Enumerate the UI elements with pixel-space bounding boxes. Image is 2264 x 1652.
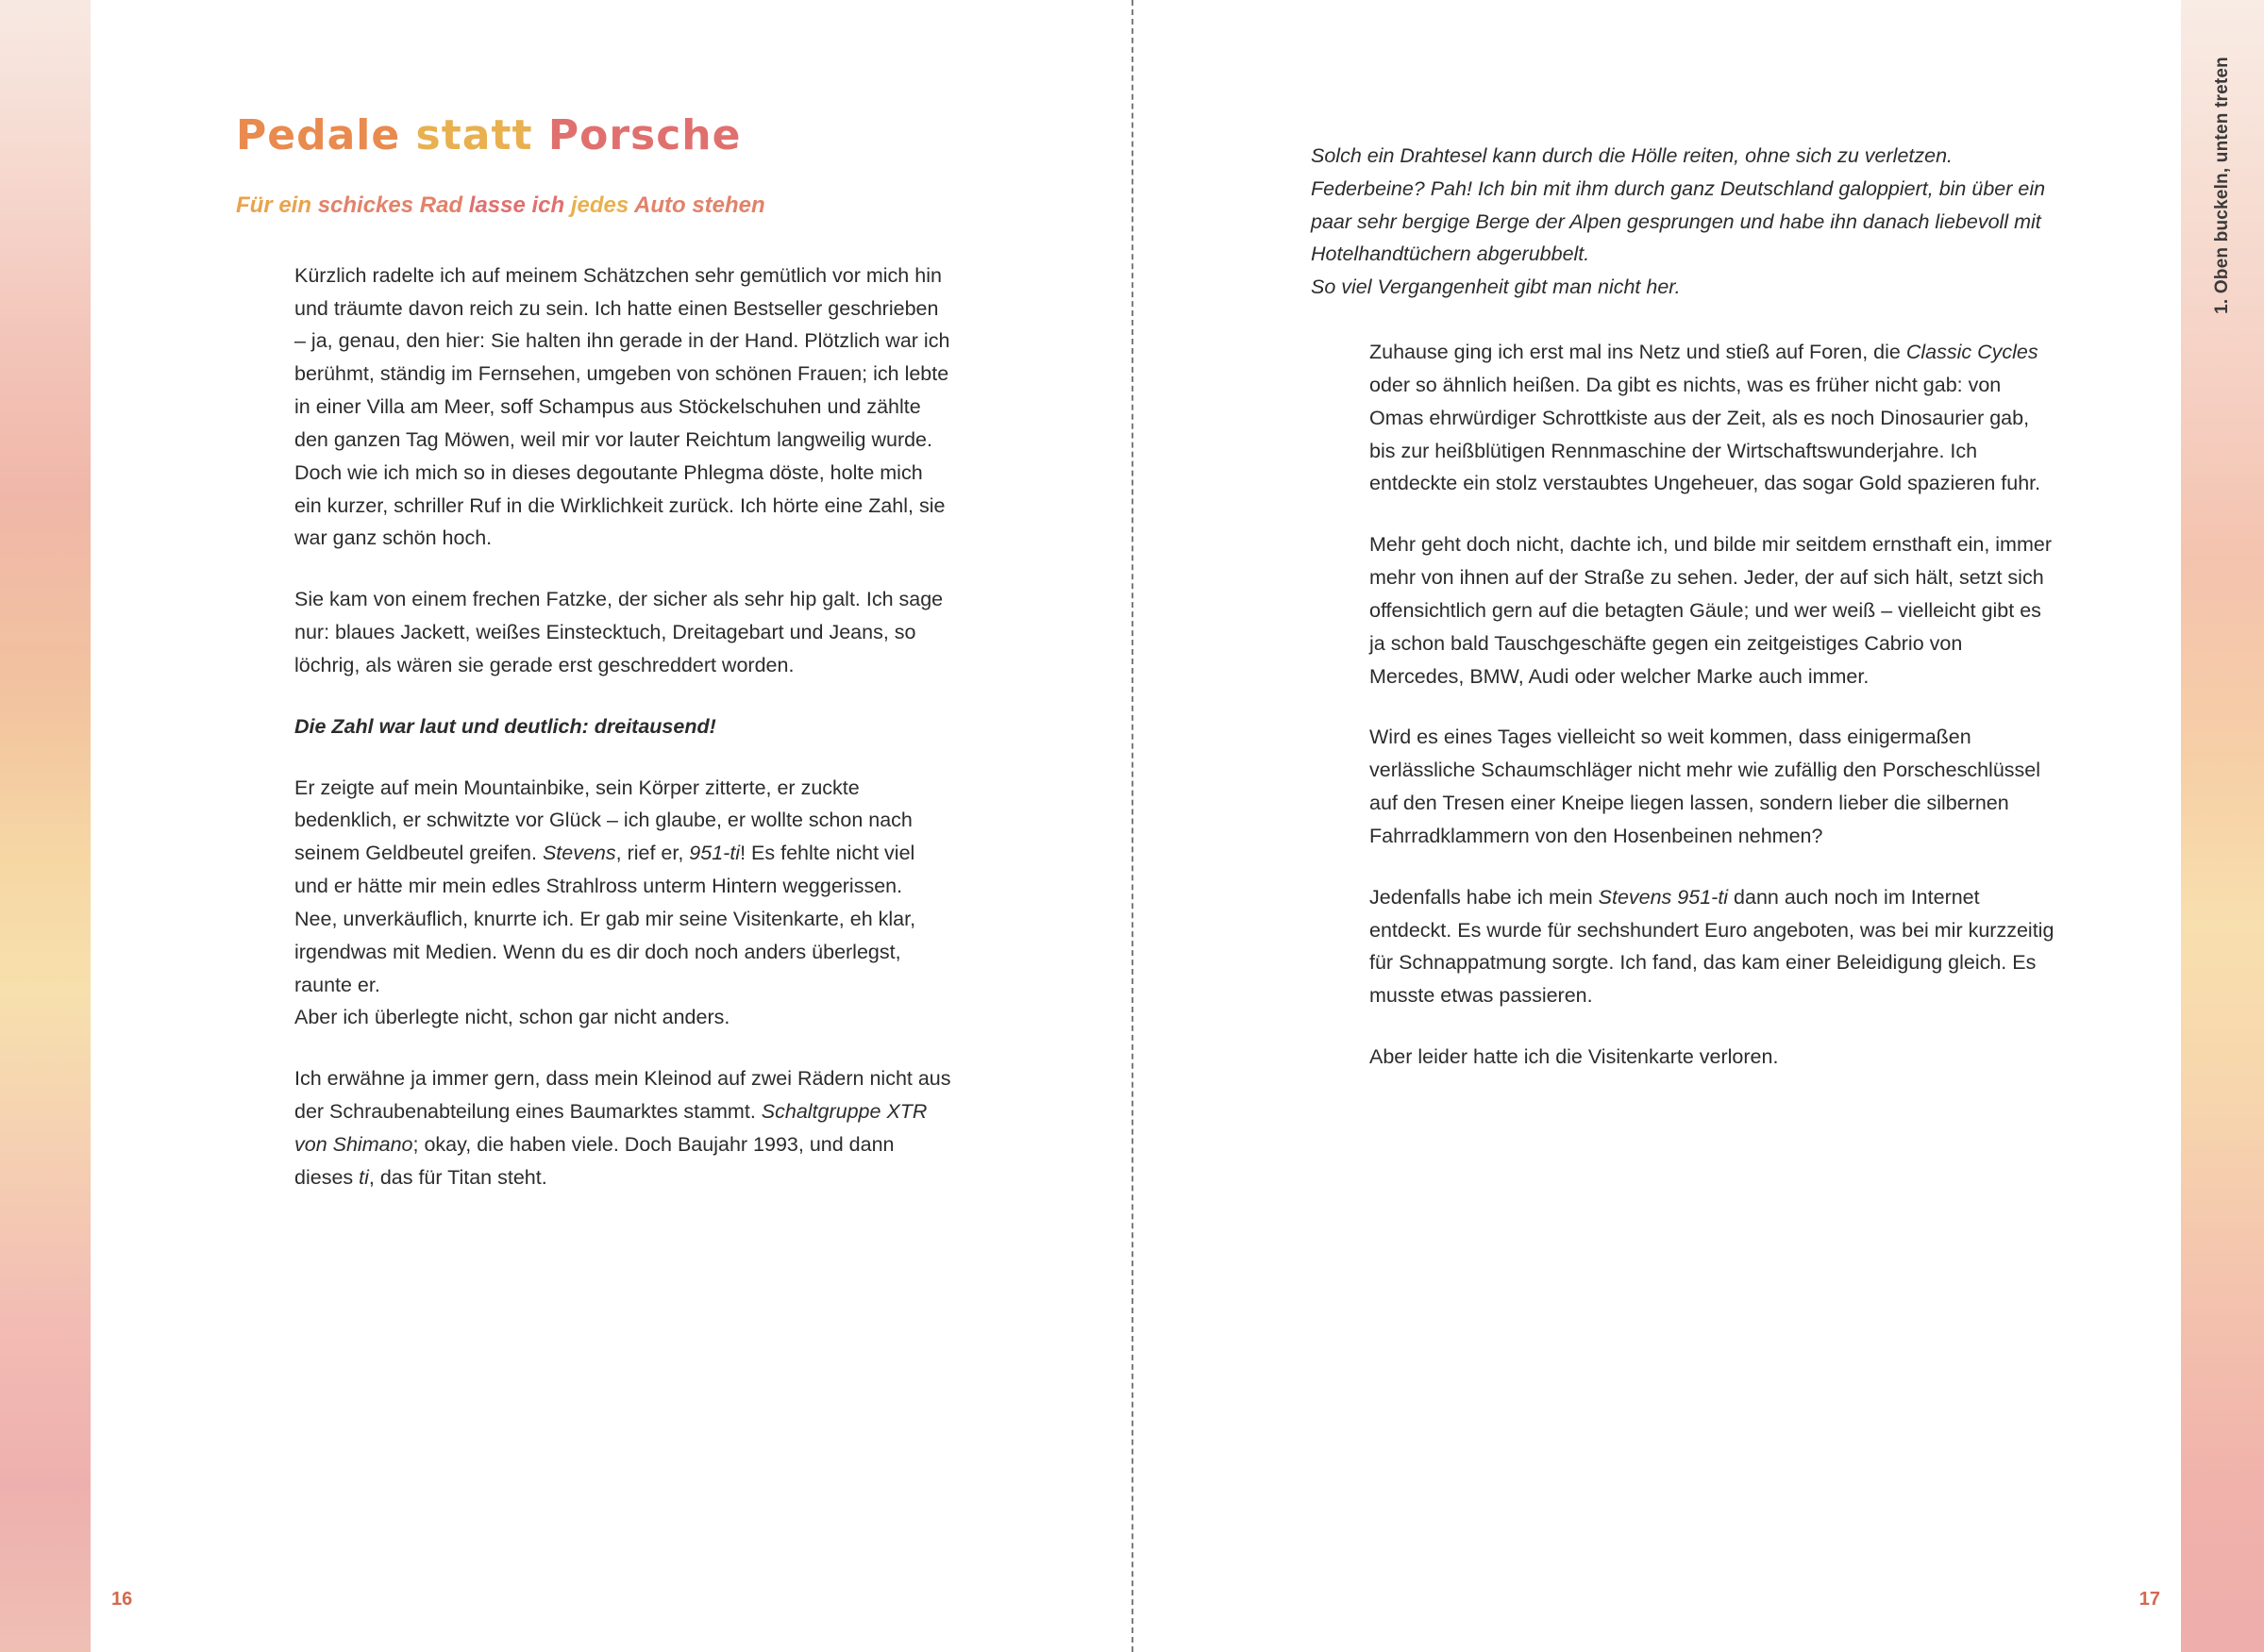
left-page-content xyxy=(236,113,953,1193)
right-page xyxy=(1133,0,2181,1652)
paragraph: Ich erwähne ja immer gern, dass mein Kleinod auf zwei Rädern nicht aus der Schraubenabteilung eines Baumarktes stammt. Schaltgruppe XTR von Shimano; okay, die haben viele. Doch Baujahr 1993, und dann dieses ti, das für Titan steht. xyxy=(294,1067,951,1189)
right-body-column xyxy=(1311,336,2056,1074)
paragraph: Jedenfalls habe ich mein Stevens 951-ti dann auch noch im Internet entdeckt. Es wurde für sechshundert Euro angeboten, was bei mir kurzzeitig für Schnappatmung sorgte. Ich fand, das kam einer Beleidigung gleich. Es musste etwas passieren. xyxy=(1369,885,2054,1008)
left-page-edge-gradient xyxy=(0,0,91,1652)
paragraph: Mehr geht doch nicht, dachte ich, und bilde mir seitdem ernsthaft ein, immer mehr von ihnen auf der Straße zu sehen. Jeder, der auf sich hält, setzt sich offensichtlich gern auf die betagten Gäule; und wer weiß – vielleicht gibt es ja schon bald Tauschgeschäfte gegen ein zeitgeistiges Cabrio von Mercedes, BMW, Audi oder welcher Marke auch immer. xyxy=(1369,533,2052,688)
paragraph-group-2 xyxy=(294,583,953,681)
running-head-label: 1. Oben buckeln, unten treten xyxy=(2212,57,2232,314)
paragraph-group-4 xyxy=(294,1062,953,1193)
paragraph: Kürzlich radelte ich auf meinem Schätzchen sehr gemütlich vor mich hin und träumte davon reich zu sein. Ich hatte einen Bestseller geschrieben – ja, genau, den hier: Sie halten ihn gerade in der Hand. Plötzlich war ich berühmt, ständig im Fernsehen, umgeben von schönen Frauen; ich lebte in einer Villa am Meer, soff Schampus aus Stöckelschuhen und zählte den ganzen Tag Möwen, weil mir vor lauter Reichtum langweilig wurde. xyxy=(294,263,950,451)
page-number-right: 17 xyxy=(2138,1589,2160,1610)
paragraph: Zuhause ging ich erst mal ins Netz und stieß auf Foren, die Classic Cycles oder so ähnlich heißen. Da gibt es nichts, was es früher nicht gab: von Omas ehrwürdiger Schrottkiste aus der Zeit, als es noch Dinosaurier gab, bis zur heißblütigen Rennmaschine der Wirtschaftswunderjahre. Ich entdeckte ein stolz verstaubtes Ungeheuer, das sogar Gold spazieren fuhr. xyxy=(1369,341,2041,495)
subtitle-part-4: jedes xyxy=(570,192,629,219)
chapter-subtitle xyxy=(236,191,953,221)
running-head xyxy=(2198,57,2247,453)
subtitle-part-2: schickes Rad xyxy=(317,192,463,219)
page-number-left: 16 xyxy=(111,1589,133,1610)
subtitle-part-5: Auto stehen xyxy=(634,192,765,219)
paragraph-group-3 xyxy=(294,772,953,1035)
pull-quote: Die Zahl war laut und deutlich: dreitausend! xyxy=(294,714,716,738)
left-page xyxy=(91,0,1132,1652)
paragraph: Er zeigte auf mein Mountainbike, sein Körper zitterte, er zuckte bedenklich, er schwitzte vor Glück – ich glaube, er wollte schon nach seinem Geldbeutel greifen. Stevens, rief er, 951-ti! Es fehlte nicht viel und er hätte mir mein edles Strahlross unterm Hintern weggerissen. xyxy=(294,776,915,898)
paragraph: Nee, unverkäuflich, knurrte ich. Er gab mir seine Visitenkarte, eh klar, irgendwas mit Medien. Wenn du es dir doch noch anders überlegst, raunte er. xyxy=(294,907,916,996)
lead-text: Solch ein Drahtesel kann durch die Hölle reiten, ohne sich zu verletzen. Federbeine? Pah! Ich bin mit ihm durch ganz Deutschland galoppiert, bin über ein paar sehr bergige Berge der Alpen gesprungen und habe ihn danach liebevoll mit Hotelhandtüchern abgerubbelt. xyxy=(1311,144,2046,266)
right-page-content xyxy=(1311,140,2056,1074)
paragraph: Wird es eines Tages vielleicht so weit kommen, dass einigermaßen verlässliche Schaumschläger nicht mehr wie zufällig den Porscheschlüssel auf den Tresen einer Kneipe liegen lassen, sondern lieber die silbernen Fahrradklammern von den Hosenbeinen nehmen? xyxy=(1369,726,2041,847)
subtitle-part-1: Für ein xyxy=(236,192,312,219)
paragraph-group-3 xyxy=(1369,721,2056,852)
paragraph-group-2 xyxy=(1369,528,2056,693)
chapter-title-word-2: statt xyxy=(415,111,533,159)
chapter-title xyxy=(236,113,953,159)
paragraph-group-1 xyxy=(1369,336,2056,500)
paragraph: Sie kam von einem frechen Fatzke, der sicher als sehr hip galt. Ich sage nur: blaues Jackett, weißes Einstecktuch, Dreitagebart und Jeans, so löchrig, als wären sie gerade erst geschreddert worden. xyxy=(294,588,944,676)
chapter-title-word-1: Pedale xyxy=(236,111,401,159)
paragraph-group-4 xyxy=(1369,881,2056,1012)
paragraph: Aber ich überlegte nicht, schon gar nicht anders. xyxy=(294,1006,730,1029)
lead-paragraph xyxy=(1311,140,2056,304)
paragraph-group-5 xyxy=(1369,1041,2056,1074)
paragraph: Doch wie ich mich so in dieses degoutante Phlegma döste, holte mich ein kurzer, schriller Ruf in die Wirklichkeit zurück. Ich hörte eine Zahl, sie war ganz schön hoch. xyxy=(294,460,946,550)
chapter-title-word-3: Porsche xyxy=(547,111,742,159)
paragraph: Aber leider hatte ich die Visitenkarte verloren. xyxy=(1369,1045,1779,1069)
paragraph-group-1 xyxy=(294,259,953,555)
left-body-column xyxy=(236,259,953,1194)
subtitle-part-3: lasse ich xyxy=(468,192,565,219)
lead-last-line: So viel Vergangenheit gibt man nicht her. xyxy=(1311,275,1681,299)
